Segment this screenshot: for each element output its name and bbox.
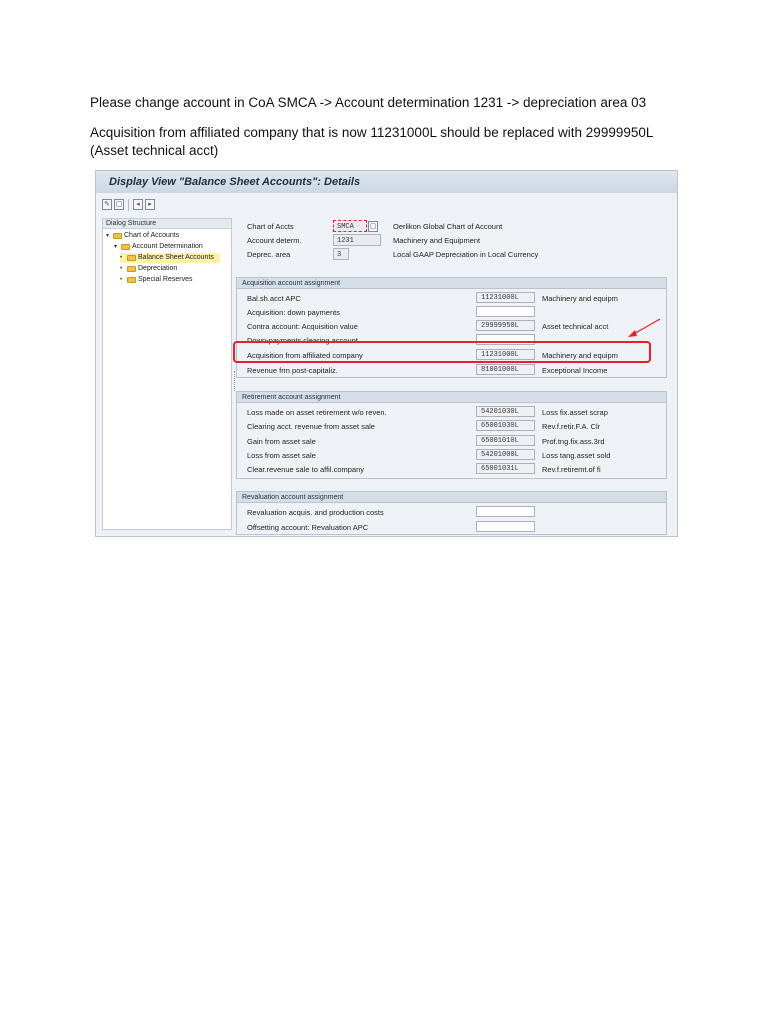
account-field[interactable]: 65001010L — [476, 435, 535, 446]
depreciation-area-field[interactable]: 3 — [333, 248, 349, 260]
account-field[interactable]: 29999950L — [476, 320, 535, 331]
tree-item-special-reserves[interactable] — [120, 275, 192, 285]
account-description: Rev.f.retir.F.A. Clr — [542, 422, 601, 431]
row-label: Clearing acct. revenue from asset sale — [247, 422, 375, 431]
tree-item-label: Account Determination — [132, 243, 203, 250]
table-row — [237, 419, 666, 432]
account-field[interactable]: 54201000L — [476, 449, 535, 460]
tree-header: Dialog Structure — [103, 219, 231, 229]
table-row — [237, 291, 666, 304]
row-label: Acquisition from affiliated company — [247, 351, 363, 360]
table-row — [237, 305, 666, 318]
tree-item-label: Balance Sheet Accounts — [138, 254, 214, 261]
account-field[interactable]: 81001000L — [476, 364, 535, 375]
folder-icon — [121, 244, 130, 250]
tree-item-label: Chart of Accounts — [124, 232, 180, 239]
account-field[interactable] — [476, 506, 535, 517]
account-field[interactable]: 65001030L — [476, 420, 535, 431]
table-row — [237, 405, 666, 418]
account-determination-field[interactable]: 1231 — [333, 234, 381, 246]
account-determination-row — [241, 234, 671, 246]
chart-of-accounts-row — [241, 220, 671, 232]
row-label: Loss from asset sale — [247, 451, 316, 460]
depreciation-area-row — [241, 248, 671, 260]
row-label: Gain from asset sale — [247, 437, 316, 446]
table-row — [237, 363, 666, 376]
account-description: Asset technical acct — [542, 322, 609, 331]
folder-icon — [113, 233, 122, 239]
next-icon[interactable]: ▸ — [145, 199, 155, 210]
annotation-arrow-icon — [624, 316, 664, 340]
account-field[interactable]: 11231000L — [476, 292, 535, 303]
field-label: Account determ. — [247, 236, 302, 245]
bullet-icon: • — [120, 277, 123, 283]
table-row — [237, 319, 666, 332]
highlight-box — [233, 341, 651, 363]
row-label: Revenue frm post-capitaliz. — [247, 366, 338, 375]
field-description: Machinery and Equipment — [393, 236, 481, 245]
tree-item-chart-of-accounts[interactable] — [106, 231, 179, 241]
toolbar — [96, 193, 677, 213]
revaluation-group — [236, 491, 667, 535]
tree-item-label: Special Reserves — [138, 276, 193, 283]
expand-arrow-icon[interactable]: ▾ — [106, 233, 110, 239]
previous-icon[interactable]: ◂ — [133, 199, 143, 210]
value-help-icon[interactable]: ▢ — [369, 223, 377, 230]
row-label: Bal.sh.acct APC — [247, 294, 301, 303]
bullet-icon: • — [120, 266, 123, 272]
folder-icon — [127, 266, 136, 272]
row-label: Revaluation acquis. and production costs — [247, 508, 384, 517]
bullet-icon: • — [120, 255, 123, 261]
row-label: Loss made on asset retirement w/o reven. — [247, 408, 387, 417]
row-label: Acquisition: down payments — [247, 308, 340, 317]
account-description: Loss fix.asset scrap — [542, 408, 608, 417]
row-label: Contra account: Acquisition value — [247, 322, 358, 331]
chart-of-accounts-field[interactable]: SMCA — [333, 220, 367, 232]
table-row — [237, 462, 666, 475]
account-field[interactable]: 54201030L — [476, 406, 535, 417]
table-row — [237, 520, 666, 533]
dialog-structure-tree — [102, 218, 232, 530]
account-description: Rev.f.retiremt.of fi — [542, 465, 601, 474]
field-label: Deprec. area — [247, 250, 291, 259]
tree-item-label: Depreciation — [138, 265, 178, 272]
group-title: Revaluation account assignment — [237, 492, 666, 503]
account-field[interactable] — [476, 521, 535, 532]
row-label: Clear.revenue sale to affil.company — [247, 465, 365, 474]
window-title: Display View "Balance Sheet Accounts": Details — [96, 171, 677, 193]
row-label: Down-payments clearing account — [247, 336, 358, 345]
account-description: Machinery and equipm — [542, 351, 618, 360]
account-description: Machinery and equipm — [542, 294, 618, 303]
row-label: Offsetting account: Revaluation APC — [247, 523, 369, 532]
account-description: Exceptional Income — [542, 366, 608, 375]
tree-item-depreciation[interactable] — [120, 264, 177, 274]
account-field[interactable]: 11231000L — [476, 349, 535, 360]
table-row — [237, 505, 666, 518]
account-description: Prof.tng.fix.ass.3rd — [542, 437, 605, 446]
field-description: Oerlikon Global Chart of Account — [393, 222, 503, 231]
other-entry-icon[interactable]: ✎ — [102, 199, 112, 210]
instruction-line-1: Please change account in CoA SMCA -> Account determination 1231 -> depreciation area 03 — [90, 95, 647, 110]
folder-icon — [127, 255, 136, 261]
key-fields — [241, 218, 671, 262]
account-field[interactable]: 65001031L — [476, 463, 535, 474]
instruction-line-2: Acquisition from affiliated company that is now 11231000L should be replaced with 29999950L (Asset technical acct) — [90, 125, 653, 158]
account-description: Loss tang.asset sold — [542, 451, 611, 460]
folder-icon — [127, 277, 136, 283]
tree-item-balance-sheet-accounts[interactable] — [120, 253, 220, 263]
group-title: Retirement account assignment — [237, 392, 666, 403]
field-label: Chart of Accts — [247, 222, 294, 231]
display-icon[interactable]: ▢ — [115, 201, 123, 208]
retirement-group — [236, 391, 667, 479]
account-field[interactable] — [476, 306, 535, 317]
toolbar-separator — [128, 199, 129, 211]
group-title: Acquisition account assignment — [237, 278, 666, 289]
table-row — [237, 434, 666, 447]
expand-arrow-icon[interactable]: ▾ — [114, 244, 118, 250]
tree-item-account-determination[interactable] — [114, 242, 203, 252]
field-description: Local GAAP Depreciation in Local Currency — [393, 250, 539, 259]
table-row — [237, 448, 666, 461]
